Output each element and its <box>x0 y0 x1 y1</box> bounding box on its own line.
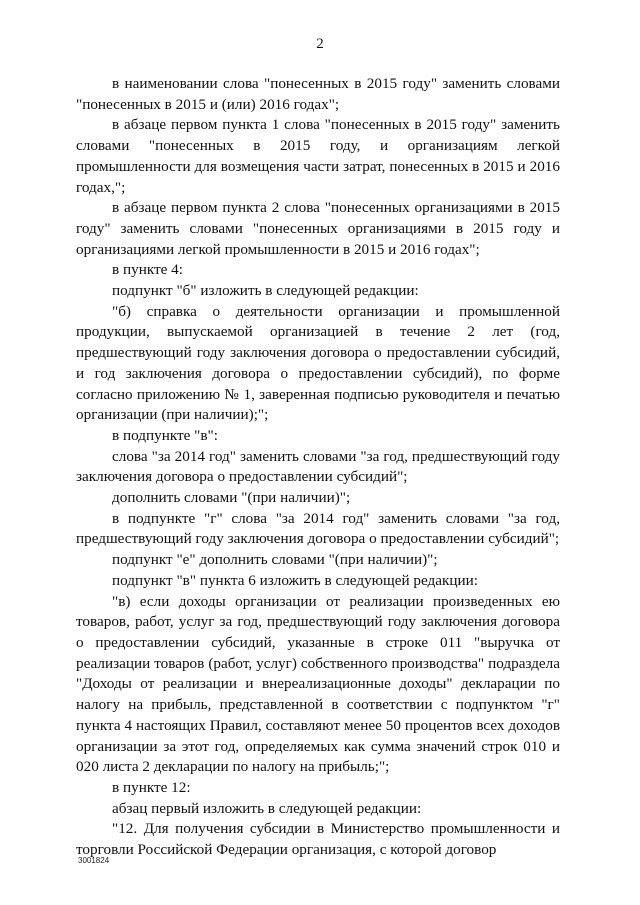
paragraph-5: подпункт "б" изложить в следующей редакции: <box>112 282 419 300</box>
paragraph-2: в абзаце первом пункта 1 слова "понесенных в 2015 году" заменить словами "понесенных в 2015 году, и организациям легкой промышленности для возмещения части затрат, понесенных в 2015 и 2016 годах,"; <box>76 116 560 196</box>
paragraph-16: "12. Для получения субсидии в Министерство промышленности и торговли Российской Федерации организация, с которой договор <box>76 820 560 859</box>
paragraph-3: в абзаце первом пункта 2 слова "понесенных организациями в 2015 году" заменить словами "понесенных организациями в 2015 году и организациями легкой промышленности в 2015 и 2016 годах"; <box>76 199 560 258</box>
page-number: 2 <box>316 36 324 52</box>
footer-code: 3001824 <box>78 856 110 865</box>
document-body <box>76 74 560 861</box>
paragraph-4: в пункте 4: <box>112 261 183 279</box>
paragraph-12: подпункт "в" пункта 6 изложить в следующей редакции: <box>112 571 478 589</box>
paragraph-8: слова "за 2014 год" заменить словами "за год, предшествующий году заключения договора о предоставлении субсидий"; <box>76 447 560 486</box>
paragraph-9: дополнить словами "(при наличии)"; <box>112 489 351 507</box>
paragraph-6: "б) справка о деятельности организации и промышленной продукции, выпускаемой организацией в течение 2 лет (год, предшествующий году заключения договора о предоставлении субсидий, и год заключения договора о предоставлении субсидий), по форме согласно приложению № 1, заверенная подписью руководителя и печатью организации (при наличии);"; <box>76 302 560 424</box>
paragraph-11: подпункт "е" дополнить словами "(при наличии)"; <box>112 551 438 569</box>
paragraph-13: "в) если доходы организации от реализации произведенных ею товаров, работ, услуг за год, предшествующий году заключения договора о предоставлении субсидий, указанные в строке 011 "выручка от реализации товаров (работ, услуг) собственного производства" подраздела "Доходы от реализации и внереализационные доходы" декларации по налогу на прибыль, представленной в соответствии с подпунктом "г" пункта 4 настоящих Правил, составляют менее 50 процентов всех доходов организации за этот год, определяемых как сумма значений строк 010 и 020 листа 2 декларации по налогу на прибыль;"; <box>76 592 560 776</box>
paragraph-14: в пункте 12: <box>112 778 191 796</box>
paragraph-7: в подпункте "в": <box>112 426 218 444</box>
paragraph-1: в наименовании слова "понесенных в 2015 году" заменить словами "понесенных в 2015 и (или) 2016 годах"; <box>76 75 560 113</box>
paragraph-10: в подпункте "г" слова "за 2014 год" заменить словами "за год, предшествующий году заключения договора о предоставлении субсидий"; <box>76 509 560 548</box>
paragraph-15: абзац первый изложить в следующей редакции: <box>112 799 422 817</box>
